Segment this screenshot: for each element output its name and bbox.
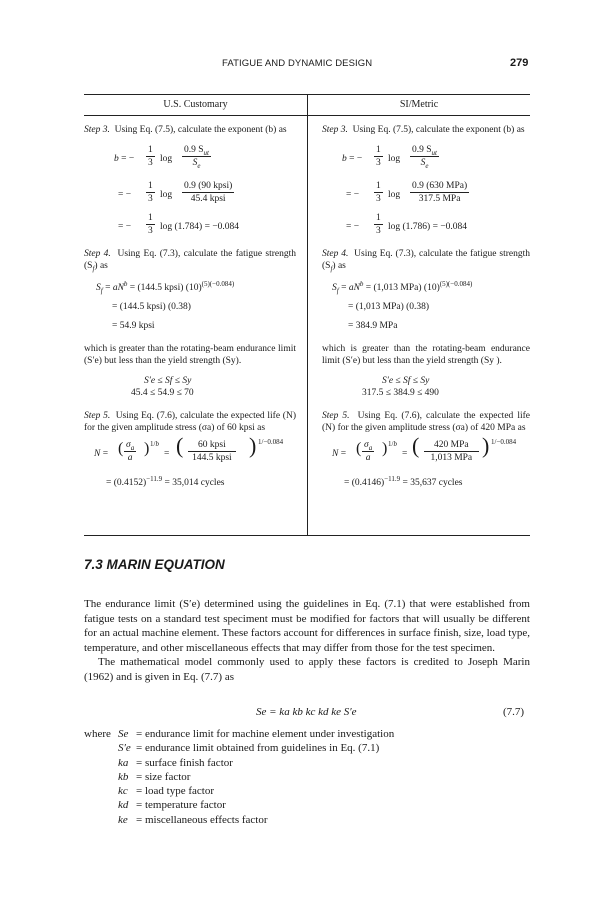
left-n-result: = $(0.4152)^{-11.9} = 35,014$ cycles: [106, 474, 225, 488]
right-column-heading: SI/Metric: [399, 99, 439, 110]
left-column-heading: U.S. Customary: [163, 99, 228, 110]
left-sf2: = (144.5 kpsi) (0.38): [112, 302, 191, 312]
left-eq-b3: = − $\frac{1}{3}$ log (1.784) = −0.084: [118, 213, 240, 236]
left-step4: Step 4. Using Eq. (7.3), calculate the fatigue strength $(S_f)$ as: [84, 249, 297, 273]
right-sf3: = 384.9 MPa: [348, 321, 398, 331]
right-eq-n: N = ( $\frac{\sigma_a}{a}$ ) 1/b = ( 420 MPa 1,013 MPa ) 1/−0.084: [332, 433, 517, 463]
page-number: 279: [510, 57, 529, 69]
right-n-result: = $(0.4146)^{-11.9} = 35,637$ cycles: [344, 474, 463, 488]
right-eq-b3: = − $\frac{1}{3}$ log (1.786) = −0.084: [346, 213, 468, 236]
right-step3: Step 3. Using Eq. (7.5), calculate the exponent (b) as: [322, 125, 525, 135]
right-which: which is greater than the rotating-beam endurance limit (S′e) but less than the yield strength (Sy ).: [322, 344, 530, 366]
left-step3: Step 3. Using Eq. (7.5), calculate the exponent (b) as: [84, 125, 287, 135]
left-step5: Step 5. Using Eq. (7.6), calculate the expected life (N) for the given amplitude stress (σa) of 60 kpsi as: [84, 411, 296, 433]
left-sf1: $S_f = aN^b = (144.5$ kpsi) $(10)^{(5)(-0.084)}$: [96, 279, 235, 295]
left-sf3: = 54.9 kpsi: [112, 321, 155, 331]
paragraph-1: The endurance limit (S′e) determined using the guidelines in Eq. (7.1) that were established from fatigue tests on a standard test speciment must be modified for factors that will usually be different for an actual machine element. These factors account for differences in surface finish, size, load type, temperature, and other miscellaneous effects that may differ from those for the test specimen.: [84, 598, 530, 654]
left-eq-n: N = ( $\frac{\sigma_a}{a}$ ) 1/b = ( 60 kpsi 144.5 kpsi ) 1/−0.084: [94, 433, 284, 463]
left-which: which is greater than the rotating-beam endurance limit (S′e) but less than the yield strength (Sy).: [84, 344, 296, 366]
right-step4: Step 4. Using Eq. (7.3), calculate the fatigue strength $(S_f)$ as: [322, 249, 531, 273]
right-step5: Step 5. Using Eq. (7.6), calculate the expected life (N) for the given amplitude stress (σa) of 420 MPa as: [322, 411, 530, 433]
right-sf1: $S_f = aN^b = (1,013$ MPa) $(10)^{(5)(-0.084)}$: [332, 279, 473, 295]
right-eq-b2: = − $\frac{1}{3}$ log 0.9 (630 MPa) 317.5 MPa: [346, 181, 468, 204]
left-column: [84, 124, 296, 489]
left-ineq-top: S′e ≤ Sf ≤ Sy: [144, 376, 192, 386]
paragraph-2: The mathematical model commonly used to apply these factors is credited to Joseph Marin (1962) and is given in Eq. (7.7) as: [84, 656, 530, 683]
equation-body: Se = ka kb kc kd ke S′e: [256, 706, 357, 718]
running-head: FATIGUE AND DYNAMIC DESIGN: [222, 58, 373, 69]
page-header: [0, 58, 600, 74]
right-ineq-top: S′e ≤ Sf ≤ Sy: [382, 376, 430, 386]
right-ineq-bottom: 317.5 ≤ 384.9 ≤ 490: [362, 388, 439, 398]
right-eq-b1: b = − $\frac{1}{3}$ log 0.9 $S_{ut}$ $S_e$: [342, 145, 437, 170]
section-title: 7.3 MARIN EQUATION: [84, 557, 225, 572]
right-sf2: = (1,013 MPa) (0.38): [348, 302, 430, 312]
right-column: [322, 124, 530, 489]
equation-number: (7.7): [503, 706, 525, 718]
table-column-divider: [307, 94, 308, 536]
left-eq-b1: b = − $\frac{1}{3}$ log 0.9 $S_{ut}$ $S_e$: [114, 145, 209, 170]
left-ineq-bottom: 45.4 ≤ 54.9 ≤ 70: [131, 388, 194, 398]
left-eq-b2: = − $\frac{1}{3}$ log 0.9 (90 kpsi) 45.4 kpsi: [118, 181, 233, 204]
section-body: [84, 597, 530, 685]
